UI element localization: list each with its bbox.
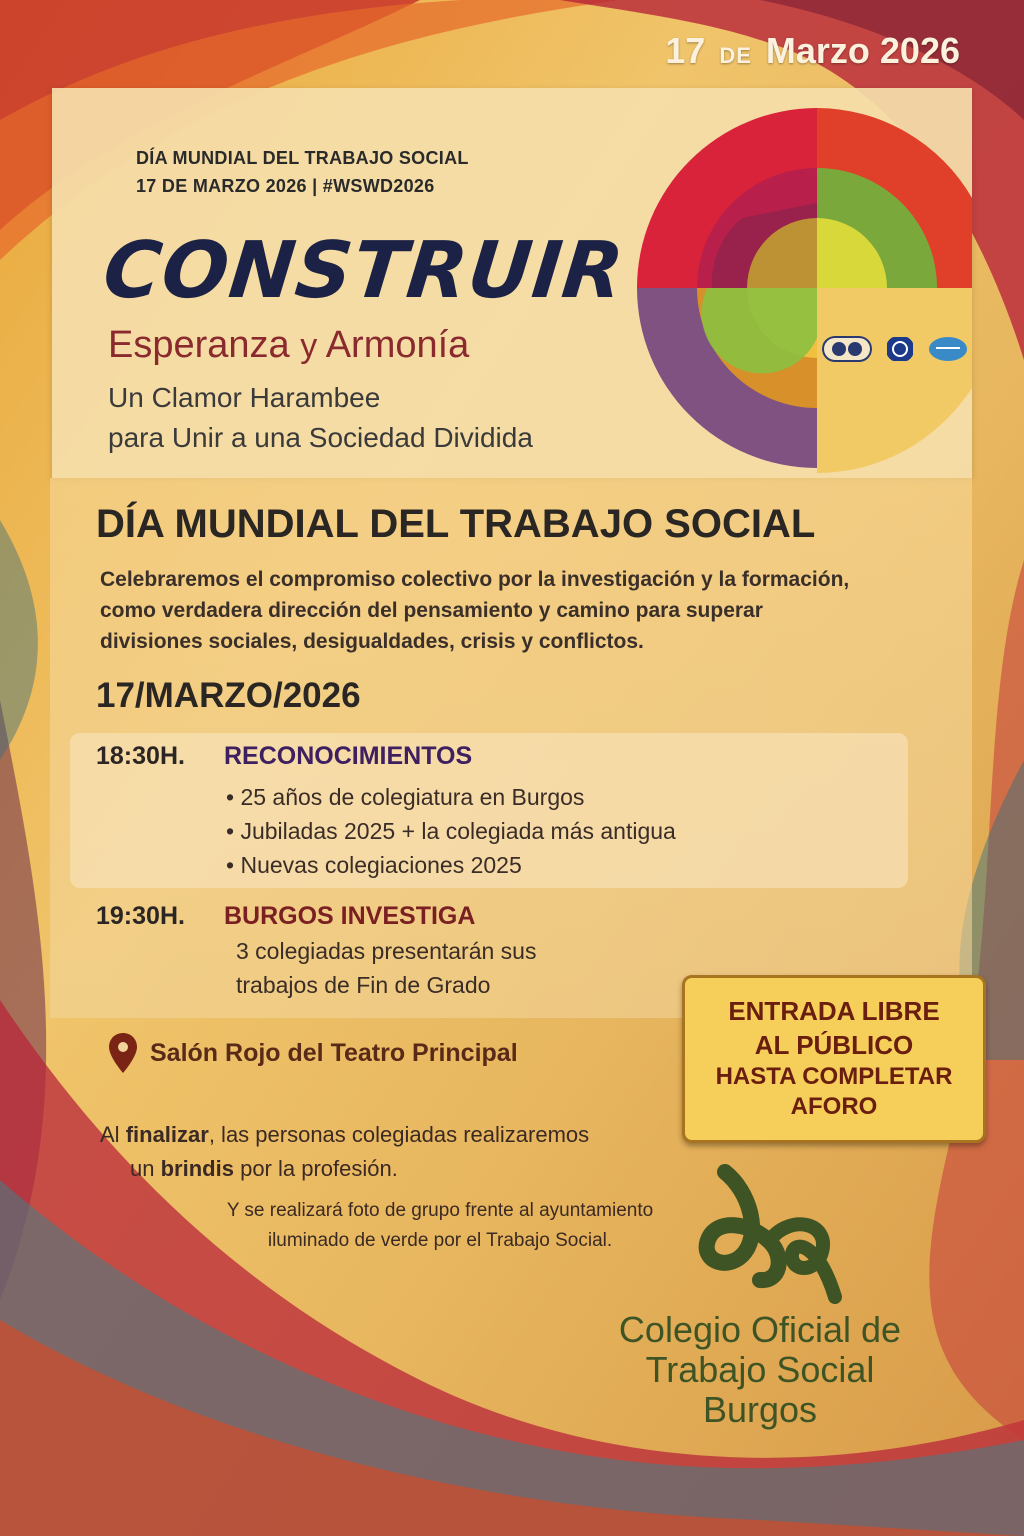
event-title: DÍA MUNDIAL DEL TRABAJO SOCIAL — [96, 502, 816, 546]
colegio-line-2: Trabajo Social — [645, 1349, 875, 1390]
foto-line-2: iluminado de verde por el Trabajo Social. — [267, 1230, 613, 1251]
header-text — [136, 144, 469, 200]
armonia-word: Armonía — [325, 324, 470, 366]
header-line-1: DÍA MUNDIAL DEL TRABAJO SOCIAL — [136, 148, 469, 168]
ifsw-logo-icon — [822, 336, 872, 362]
closing-rest-2: por la profesión. — [240, 1156, 398, 1181]
closing-un: un — [130, 1156, 155, 1181]
header-line-2: 17 DE MARZO 2026 | #WSWD2026 — [136, 176, 435, 196]
entrada-libre-badge — [682, 975, 986, 1143]
tagline-line-2: para Unir a una Sociedad Dividida — [108, 422, 533, 453]
entrada-top — [685, 994, 983, 1062]
foto-line-1: Y se realizará foto de grupo frente al ayuntamiento — [226, 1200, 654, 1221]
burgos-investiga-text — [236, 934, 536, 1002]
entrada-line-1: ENTRADA LIBRE — [728, 996, 940, 1026]
foto-text — [160, 1196, 720, 1256]
event-date: 17/MARZO/2026 — [96, 676, 361, 715]
list-item: • Nuevas colegiaciones 2025 — [226, 848, 676, 882]
entrada-line-2: AL PÚBLICO — [754, 1030, 914, 1060]
time-1830: 18:30H. — [96, 742, 185, 770]
tagline-line-1: Un Clamor Harambee — [108, 382, 381, 413]
colegio-line-3: Burgos — [702, 1389, 818, 1430]
location-pin-icon — [108, 1032, 138, 1074]
location — [108, 1032, 518, 1074]
burgos-investiga-title: BURGOS INVESTIGA — [224, 902, 476, 930]
closing-line-1 — [100, 1118, 589, 1152]
closing-line-2 — [100, 1152, 589, 1186]
header-panel — [52, 88, 972, 478]
entrada-line-4: AFORO — [790, 1093, 878, 1120]
closing-rest-1: , las personas colegiadas realizaremos — [208, 1122, 590, 1147]
top-date-de: DE — [719, 43, 752, 68]
cgts-logo-icon — [886, 336, 914, 362]
top-date-rest: Marzo 2026 — [765, 30, 960, 71]
esperanza-word: Esperanza — [108, 324, 290, 366]
description-line-2: como verdadera dirección del pensamiento y camino para superar — [100, 599, 763, 622]
colegio-line-1: Colegio Oficial de — [618, 1309, 902, 1350]
reconocimientos-list — [226, 780, 676, 882]
list-item: • Jubiladas 2025 + la colegiada más antigua — [226, 814, 676, 848]
closing-brindis: brindis — [160, 1156, 234, 1181]
description-line-3: divisiones sociales, desigualdades, crisis y conflictos. — [100, 630, 644, 653]
colegio-name — [590, 1310, 930, 1430]
event-description — [100, 564, 960, 657]
closing-finalizar: finalizar — [125, 1122, 209, 1147]
asociacion-logo-icon — [928, 336, 968, 362]
top-date-day: 17 — [665, 30, 706, 71]
construir-title: CONSTRUIR — [99, 226, 629, 316]
location-text: Salón Rojo del Teatro Principal — [150, 1038, 518, 1067]
closing-text — [100, 1118, 589, 1186]
reconocimientos-title: RECONOCIMIENTOS — [224, 742, 473, 770]
headline-tagline — [108, 378, 533, 458]
closing-al: Al — [100, 1122, 120, 1147]
headline-subtitle — [108, 324, 469, 367]
partner-logos — [822, 336, 968, 362]
wswd-emblem-graphic — [612, 88, 972, 478]
time-1930: 19:30H. — [96, 902, 185, 930]
investiga-line-1: 3 colegiadas presentarán sus — [236, 938, 537, 964]
investiga-line-2: trabajos de Fin de Grado — [236, 972, 491, 998]
description-line-1: Celebraremos el compromiso colectivo por la investigación y la formación, — [100, 568, 850, 591]
entrada-line-3: HASTA COMPLETAR — [715, 1063, 953, 1090]
entrada-bottom — [685, 1062, 983, 1122]
list-item: • 25 años de colegiatura en Burgos — [226, 780, 676, 814]
y-word: y — [300, 327, 318, 365]
top-date — [560, 30, 960, 72]
colegio-logo-icon — [690, 1162, 850, 1312]
